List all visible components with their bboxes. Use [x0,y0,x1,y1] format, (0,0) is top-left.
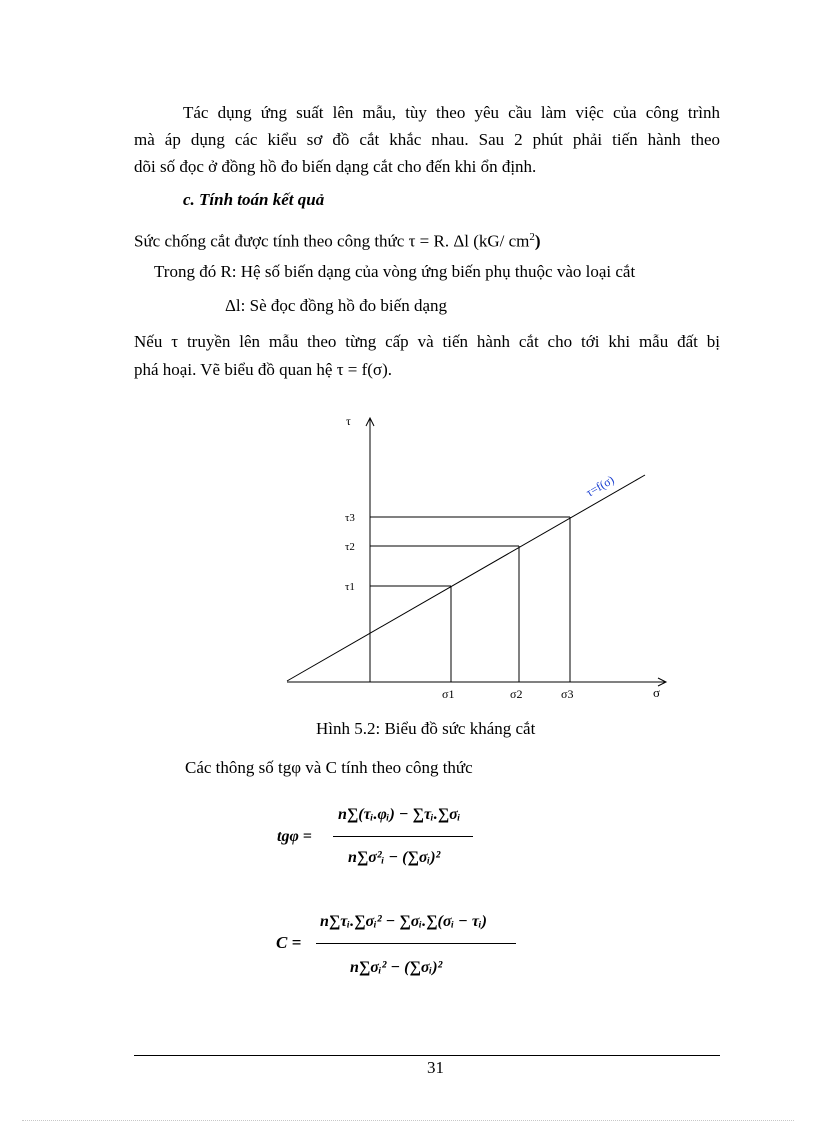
figure-caption: Hình 5.2: Biểu đồ sức kháng cắt [316,719,536,738]
formula-tg-numerator: n∑(τᵢ.φᵢ) − ∑τᵢ.∑σᵢ [338,806,461,823]
formula-c-bar [316,943,516,944]
y-tick-label: τ1 [345,581,355,593]
formula-c-lhs: C = [276,933,302,952]
paragraph-1-line-2: mà áp dụng các kiểu sơ đồ cắt khắc nhau. Sau 2 phút phải tiến hành theo [134,130,720,149]
y-tick-label: τ2 [345,541,355,553]
section-heading: c. Tính toán kết quả [183,190,325,209]
footer-rule [134,1055,720,1056]
formula-c-numerator: n∑τᵢ.∑σᵢ² − ∑σᵢ.∑(σᵢ − τᵢ) [320,913,487,930]
x-axis-label: σ [653,685,661,700]
formula-tg-lhs: tgφ = [277,828,312,845]
formula-tg-denominator: n∑σ²ᵢ − (∑σᵢ)² [348,849,441,866]
x-tick-label: σ3 [561,687,574,701]
paragraph-1-line-3: dõi số đọc ở đồng hồ đo biến dạng cắt cho đến khi ổn định. [134,157,537,176]
shear-formula-text: Sức chống cắt được tính theo công thức τ = R. Δl (kG/ cm [134,231,530,251]
x-tick-label: σ2 [510,687,523,701]
line-label: τ=f(σ) [583,472,617,500]
paragraph-2-line-2: phá hoại. Vẽ biểu đồ quan hệ τ = f(σ). [134,360,393,379]
formula-tg-bar [333,836,473,837]
params-line: Các thông số tgφ và C tính theo công thức [185,758,473,777]
page-number: 31 [427,1058,444,1077]
paragraph-1-line-1: Tác dụng ứng suất lên mẫu, tùy theo yêu cầu làm việc của công trình [183,103,720,122]
paragraph-2-line-1: Nếu τ truyền lên mẫu theo từng cấp và tiến hành cắt cho tới khi mẫu đất bị [134,332,720,351]
tau-f-sigma-line [287,475,645,681]
shear-formula-paren: ) [534,231,541,251]
formula-c-denominator: n∑σᵢ² − (∑σᵢ)² [350,959,443,976]
trong-do-line: Trong đó R: Hệ số biến dạng của vòng ứng biến phụ thuộc vào loại cắt [154,262,636,281]
delta-line: Δl: Sè đọc đồng hồ đo biến dạng [225,296,447,315]
x-tick-label: σ1 [442,687,455,701]
bottom-dotted-rule [22,1120,794,1121]
y-tick-label: τ3 [345,512,355,524]
shear-formula-sup: 2 [529,231,535,243]
y-axis-label: τ [346,414,351,428]
